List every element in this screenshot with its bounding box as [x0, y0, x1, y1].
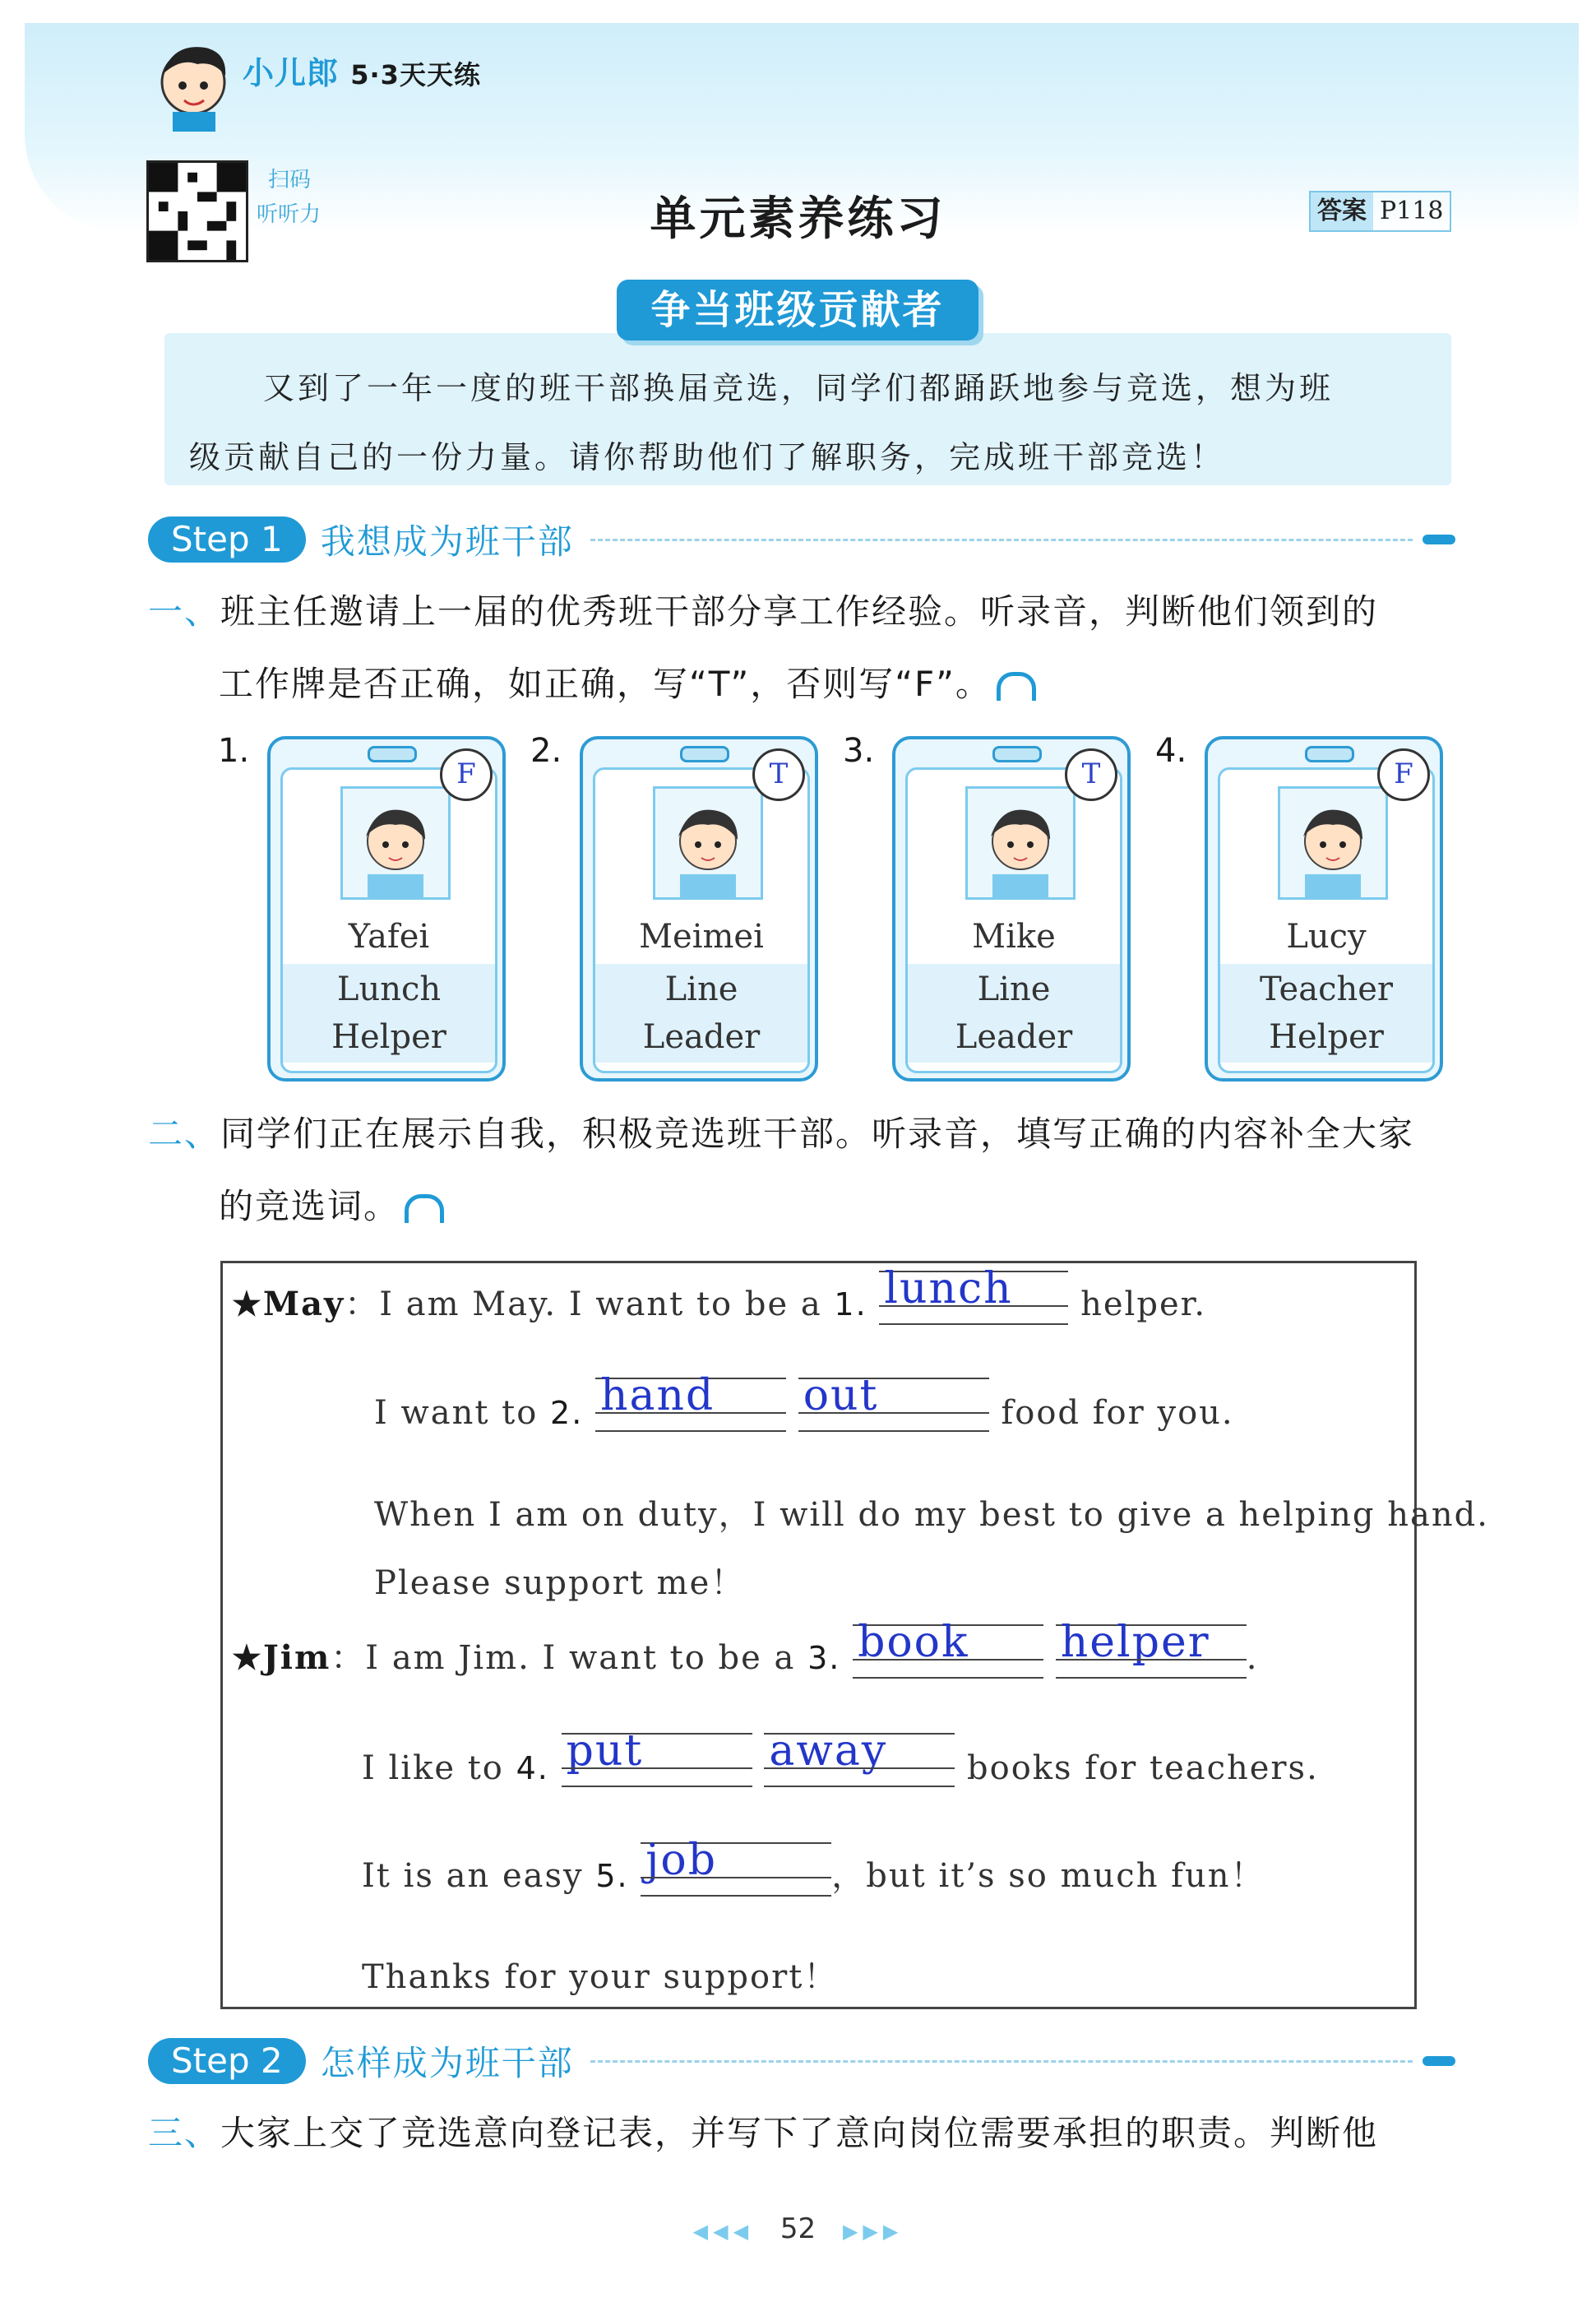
step2-header [148, 2038, 1455, 2084]
step1-header [148, 516, 1455, 563]
scan-hint-line1: 扫码 [268, 168, 312, 192]
q1-number: 一、 [148, 591, 221, 632]
answer-blank-2a[interactable] [595, 1371, 786, 1432]
may-line-1 [232, 1264, 1207, 1325]
mascot-icon [148, 33, 247, 132]
card-number: 2. [530, 732, 562, 770]
left-arrows-icon: ◀◀◀ [692, 2220, 754, 2243]
student-name: Lucy [1286, 918, 1367, 956]
speech-text: It is an easy [362, 1857, 584, 1895]
intro-text [189, 354, 1431, 492]
badge-inner [905, 767, 1122, 1073]
answer-blank-2b[interactable] [798, 1371, 989, 1432]
brand-logo [243, 48, 481, 93]
blank-number: 3. [807, 1640, 841, 1676]
student-portrait-icon [1278, 786, 1388, 900]
q2-number: 二、 [148, 1114, 221, 1154]
tf-answer-circle[interactable]: T [1065, 748, 1117, 801]
student-portrait-icon [653, 786, 763, 900]
q2-line1: 同学们正在展示自我，积极竞选班干部。听录音，填写正确的内容补全大家 [220, 1114, 1415, 1154]
blank-number: 4. [516, 1750, 549, 1786]
q2-line2: 的竞选词。 [219, 1186, 400, 1226]
answer-text: helper [1060, 1618, 1210, 1667]
blank-number: 2. [550, 1395, 584, 1431]
student-name: Meimei [639, 918, 764, 956]
q3-number: 三、 [148, 2113, 221, 2153]
answer-label: 答案 [1311, 192, 1373, 230]
tf-answer-circle[interactable]: F [1377, 748, 1430, 801]
student-portrait-icon [965, 786, 1076, 900]
answer-text: book [858, 1618, 969, 1667]
brand-series: 5·3天天练 [350, 59, 481, 90]
speech-text: food for you. [1001, 1394, 1234, 1432]
may-line-4: Please support me！ [374, 1564, 746, 1602]
speech-text: books for teachers. [967, 1749, 1319, 1787]
job-title-line1: Teacher [1259, 970, 1394, 1008]
student-name: Yafei [348, 918, 430, 956]
job-title-line1: Line [977, 970, 1051, 1008]
intro-line1: 又到了一年一度的班干部换届竞选，同学们都踊跃地参与竞选，想为班 [263, 370, 1335, 406]
step1-pill: Step 1 [148, 516, 306, 563]
q1-line2: 工作牌是否正确，如正确，写“T”，否则写“F”。 [219, 664, 992, 704]
answer-blank-3a[interactable] [853, 1618, 1043, 1679]
question-1 [148, 576, 1464, 720]
speech-text: ：I am Jim. I want to be a [331, 1639, 796, 1677]
tf-answer-circle[interactable]: T [752, 748, 805, 801]
right-arrows-icon: ▶▶▶ [842, 2220, 904, 2243]
section-banner: 争当班级贡献者 [617, 280, 978, 340]
divider [590, 2060, 1413, 2063]
answer-text: out [803, 1371, 879, 1420]
card-number: 1. [218, 732, 250, 770]
answer-blank-5[interactable] [641, 1836, 831, 1897]
student-name: Mike [972, 918, 1056, 956]
badge-clip-icon [1305, 746, 1354, 762]
pencil-icon [1423, 2056, 1455, 2066]
answer-blank-4b[interactable] [764, 1726, 955, 1787]
answer-reference [1309, 191, 1451, 232]
job-title [908, 964, 1120, 1063]
answer-text: put [566, 1726, 644, 1776]
speech-text: ，but it’s so much fun！ [831, 1857, 1265, 1895]
scan-hint-line2: 听听力 [257, 202, 322, 227]
divider [590, 539, 1413, 541]
job-title [1220, 964, 1432, 1063]
brand-name: 小儿郎 [243, 55, 340, 91]
badge-clip-icon [368, 746, 417, 762]
speech-text: . [1246, 1639, 1259, 1677]
answer-text: lunch [884, 1264, 1013, 1313]
badge-clip-icon [992, 746, 1042, 762]
jim-line-4: Thanks for your support！ [362, 1958, 839, 1996]
card-number: 4. [1155, 732, 1187, 770]
answer-text: hand [600, 1371, 715, 1420]
job-title-line1: Line [664, 970, 738, 1008]
page-footer [0, 2212, 1596, 2245]
step2-title: 怎样成为班干部 [320, 2043, 574, 2083]
step2-pill: Step 2 [148, 2038, 306, 2084]
tf-answer-circle[interactable]: F [440, 748, 493, 801]
headphones-icon[interactable] [997, 672, 1036, 701]
speech-text: I like to [362, 1749, 504, 1787]
answer-blank-3b[interactable] [1056, 1618, 1247, 1679]
jim-line-1 [232, 1618, 1259, 1679]
job-title [283, 964, 495, 1063]
answer-text: job [645, 1836, 718, 1885]
speech-text: ：I am May. I want to be a [345, 1285, 822, 1323]
q1-line1: 班主任邀请上一届的优秀班干部分享工作经验。听录音，判断他们领到的 [220, 591, 1379, 632]
card-number: 3. [843, 732, 875, 770]
jim-line-2 [362, 1726, 1319, 1787]
jim-line-3 [362, 1836, 1265, 1897]
job-title-line1: Lunch [336, 970, 442, 1008]
blank-number: 5. [595, 1858, 629, 1894]
job-title [595, 964, 807, 1063]
answer-text: away [769, 1726, 888, 1776]
q3-line1: 大家上交了竞选意向登记表，并写下了意向岗位需要承担的职责。判断他 [220, 2113, 1379, 2153]
job-title-line2: Helper [1269, 1018, 1384, 1056]
badge-inner [280, 767, 497, 1073]
blank-number: 1. [834, 1286, 867, 1322]
may-line-3: When I am on duty，I will do my best to give a helping hand. [374, 1496, 1489, 1534]
intro-line2: 级贡献自己的一份力量。请你帮助他们了解职务，完成班干部竞选！ [189, 439, 1226, 475]
question-2 [148, 1098, 1464, 1243]
speech-text: I want to [374, 1394, 539, 1432]
page-title: 单元素养练习 [650, 192, 946, 246]
headphones-icon[interactable] [405, 1194, 444, 1223]
badge-clip-icon [680, 746, 729, 762]
job-title-line2: Leader [955, 1018, 1073, 1056]
may-name: ★May [232, 1285, 345, 1323]
job-title-line2: Leader [642, 1018, 761, 1056]
answer-page: P118 [1380, 197, 1444, 225]
badge-inner [593, 767, 810, 1073]
step1-title: 我想成为班干部 [320, 521, 574, 562]
pencil-icon [1423, 535, 1455, 544]
job-title-line2: Helper [331, 1018, 446, 1056]
jim-name: ★Jim [232, 1638, 331, 1677]
student-portrait-icon [340, 786, 451, 900]
answer-blank-1[interactable] [879, 1264, 1068, 1325]
speech-text: helper. [1080, 1285, 1207, 1323]
page-number: 52 [779, 2212, 817, 2245]
badge-inner [1218, 767, 1435, 1073]
question-3 [148, 2097, 1464, 2170]
may-line-2 [374, 1371, 1234, 1432]
answer-blank-4a[interactable] [562, 1726, 752, 1787]
